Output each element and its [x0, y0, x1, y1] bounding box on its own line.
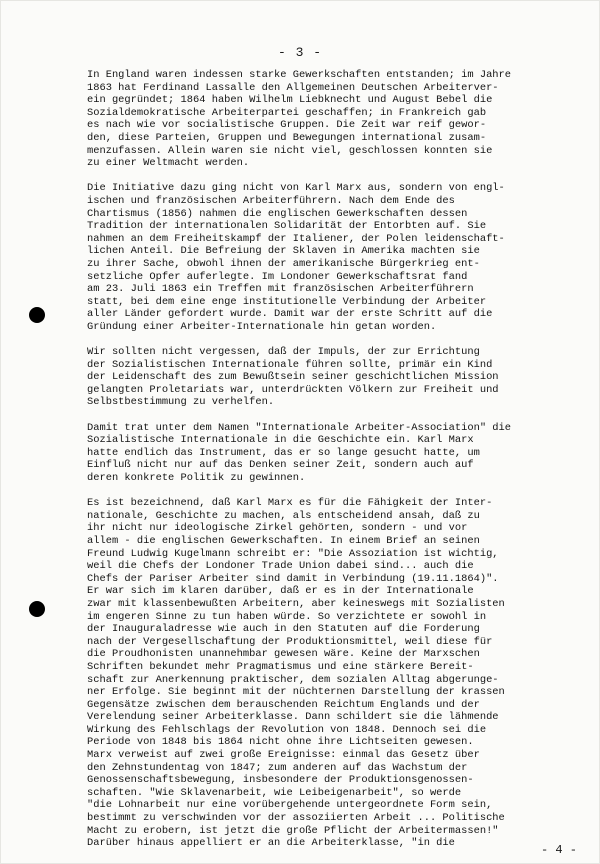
- text-line: den, diese Parteien, Gruppen und Bewegungen international zusam-: [87, 131, 487, 144]
- text-line: Darüber hinaus appelliert er an die Arbeiterklasse, "in die: [87, 837, 455, 850]
- text-line: Marx verweist auf zwei große Ereignisse: einmal das Gesetz über: [87, 749, 480, 762]
- text-line: der Leidenschaft des zum Bewußtsein seiner geschichtlichen Mission: [87, 371, 499, 384]
- text-line: schaften. "Wie Sklavenarbeit, wie Leibeigenarbeit", so werde: [87, 786, 462, 799]
- text-line: ner Erfolge. Sie beginnt mit der nüchternen Darstellung der krassen: [87, 686, 505, 699]
- text-line: im engeren Sinne zu tun haben würde. So verzichtete er sowohl in: [87, 610, 487, 623]
- text-line: Einfluß nicht nur auf das Denken seiner Zeit, sondern auch auf: [87, 459, 474, 472]
- text-line: menzufassen. Allein waren sie nicht viel, geschlossen konnten sie: [87, 144, 493, 157]
- text-line: Damit trat unter dem Namen "Internationale Arbeiter-Association" die: [87, 421, 512, 434]
- paragraph: [87, 497, 583, 850]
- text-line: Sozialdemokratische Arbeiterpartei geschaffen; in Frankreich gab: [87, 106, 487, 119]
- text-line: den Zehnstundentag von 1847; zum anderen auf das Wachstum der: [87, 761, 468, 774]
- text-line: der Sozialistischen Internationale führen sollte, primär ein Kind: [87, 358, 493, 371]
- next-page-marker: - 4 -: [540, 843, 577, 857]
- text-line: deren konkrete Politik zu gewinnen.: [87, 472, 306, 484]
- page-number: - 3 -: [277, 45, 322, 60]
- text-line: die Proudhonisten unannehmbar gewesen wäre. Keine der Marxschen: [87, 648, 480, 661]
- text-line: setzliche Opfer auferlegte. Im Londoner Gewerkschaftsrat fand: [87, 270, 468, 283]
- text-line: Schriften bekundet mehr Pragmatismus und eine stärkere Bereit-: [87, 660, 474, 673]
- text-line: bestimmt zu verschwinden vor der assoziierten Arbeit ... Politische: [87, 812, 505, 825]
- text-line: zwar mit klassenbewußten Arbeitern, aber keineswegs mit Sozialisten: [87, 597, 505, 610]
- text-line: ihr nicht nur ideologische Zirkel gehörten, sondern - und vor: [87, 522, 468, 535]
- text-line: lichen Anteil. Die Befreiung der Sklaven in Amerika machten sie: [87, 245, 480, 258]
- text-line: aller Länder gefordert wurde. Damit war der erste Schritt auf die: [87, 308, 493, 321]
- body-text: [87, 69, 583, 862]
- text-line: ischen und französischen Arbeiterführern. Nach dem Ende des: [87, 194, 455, 207]
- text-line: Wirkung des Fehlschlags der Revolution von 1848. Dennoch sei die: [87, 723, 487, 736]
- text-line: 1863 hat Ferdinand Lassalle den Allgemeinen Deutschen Arbeiterver-: [87, 81, 499, 94]
- text-line: Macht zu erobern, ist jetzt die große Pflicht der Arbeitermassen!": [87, 824, 499, 837]
- punch-hole-bottom: [29, 601, 45, 617]
- text-line: Genossenschaftsbewegung, insbesondere der Produktionsgenossen-: [87, 774, 474, 787]
- text-line: am 23. Juli 1863 ein Treffen mit französischen Arbeiterführern: [87, 283, 474, 296]
- text-line: ein gegründet; 1864 haben Wilhelm Liebknecht und August Bebel die: [87, 94, 493, 107]
- paragraph: [87, 346, 583, 409]
- text-line: Gegensätze zwischen dem berauschenden Reichtum Englands und der: [87, 698, 480, 711]
- text-line: Selbstbestimmung zu verhelfen.: [87, 396, 275, 409]
- text-line: Er war sich im klaren darüber, daß er es in der Internationale: [87, 585, 474, 598]
- text-line: Chefs der Pariser Arbeiter sind damit in Verbindung (19.11.1864)".: [87, 572, 499, 585]
- text-line: statt, bei dem eine enge institutionelle Verbindung der Arbeiter: [87, 295, 487, 308]
- text-line: Periode von 1848 bis 1864 nicht ohne ihre Lichtseiten gewesen.: [87, 736, 474, 749]
- text-line: nach der Vergesellschaftung der Produktionsmittel, weil diese für: [87, 635, 493, 648]
- text-line: hatte endlich das Instrument, das er so lange gesucht hatte, um: [87, 446, 480, 459]
- text-line: Freund Ludwig Kugelmann schreibt er: "Die Assoziation ist wichtig,: [87, 547, 499, 560]
- text-line: weil die Chefs der Londoner Trade Union dabei sind... auch die: [87, 560, 474, 573]
- text-line: Gründung einer Arbeiter-Internationale hin getan worden.: [87, 320, 437, 333]
- text-line: Wir sollten nicht vergessen, daß der Impuls, der zur Errichtung: [87, 346, 480, 359]
- text-line: nahmen an dem Freiheitskampf der Italiener, der Polen leidenschaft-: [87, 232, 505, 245]
- text-line: Chartismus (1856) nahmen die englischen Gewerkschaften dessen: [87, 207, 468, 220]
- text-line: Die Initiative dazu ging nicht von Karl Marx aus, sondern von engl-: [87, 182, 505, 195]
- text-line: schaft zur Anerkennung praktischer, dem sozialen Alltag abgerunge-: [87, 673, 499, 686]
- text-line: Verelendung seiner Arbeiterklasse. Dann schildert sie die lähmende: [87, 711, 499, 724]
- text-line: allem - die englischen Gewerkschaften. In einem Brief an seinen: [87, 534, 480, 547]
- text-line: Tradition der internationalen Solidarität der Entorbten auf. Sie: [87, 220, 487, 233]
- text-line: Es ist bezeichnend, daß Karl Marx es für die Fähigkeit der Inter-: [87, 497, 493, 510]
- text-line: nationale, Geschichte zu machen, als entscheidend ansah, daß zu: [87, 509, 480, 522]
- text-line: "die Lohnarbeit nur eine vorübergehende untergeordnete Form sein,: [87, 799, 493, 812]
- text-line: der Inauguraladresse wie auch in den Statuten auf die Forderung: [87, 623, 480, 636]
- text-line: es nach wie vor socialistische Gruppen. Die Zeit war reif gewor-: [87, 119, 487, 132]
- text-line: zu ihrer Sache, obwohl ihnen der amerikanische Bürgerkrieg ent-: [87, 257, 480, 270]
- paragraph: [87, 182, 583, 333]
- text-line: gelangten Proletariats war, unterdrückten Völkern zur Freiheit und: [87, 383, 499, 396]
- punch-hole-top: [29, 307, 45, 323]
- text-line: In England waren indessen starke Gewerkschaften entstanden; im Jahre: [87, 69, 512, 81]
- paragraph: [87, 422, 583, 485]
- text-line: zu einer Weltmacht werden.: [87, 157, 250, 170]
- paragraph: [87, 69, 583, 170]
- text-line: Sozialistische Internationale in die Geschichte ein. Karl Marx: [87, 434, 474, 447]
